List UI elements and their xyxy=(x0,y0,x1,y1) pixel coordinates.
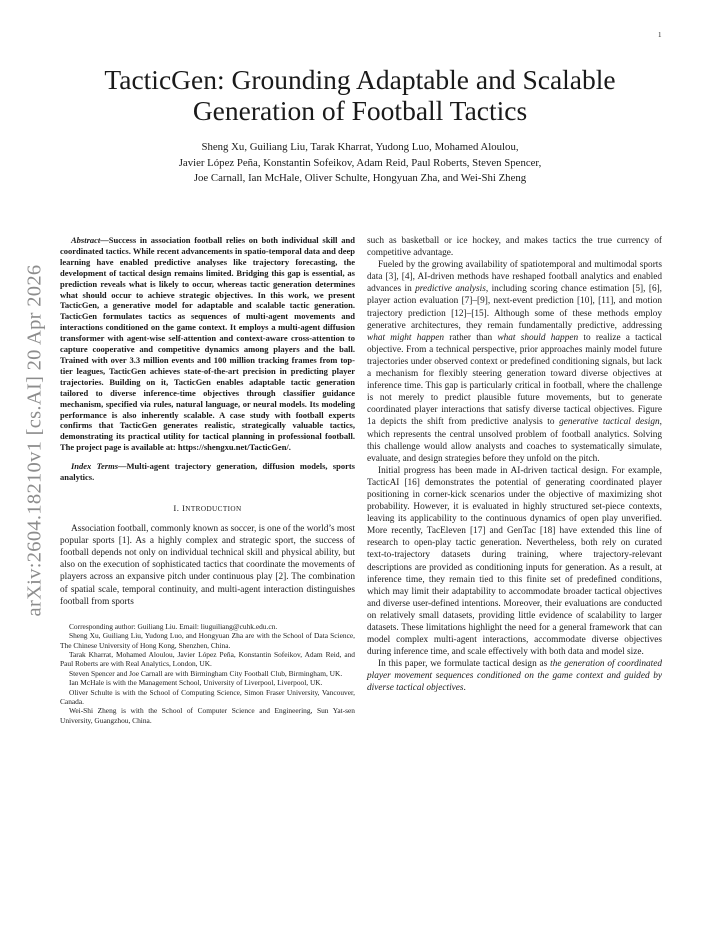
p4-emph-formulation: the generation of coordinated player movement sequences conditioned on the game context and guided by diverse tactical objectives xyxy=(367,659,662,694)
p2-emph-what-should-happen: what should happen xyxy=(497,332,579,343)
index-terms xyxy=(60,461,355,483)
intro-paragraph-3: Initial progress has been made in AI-driven tactical design. For example, TacticAI [16] demonstrates the potential of generating coordinated player positioning in corner-kick scenarios under the objective of maximizing shot probability. However, it is evaluated in highly structured set-piece contexts, leaving its applicability to the continuous dynamics of open play unverified. More recently, TacEleven [17] and GenTac [18] have extended this line of research to open-play tactic generation. Nevertheless, both rely on curated text-to-trajectory datasets during training, where trajectory-relevant descriptions are provided as conditioning inputs for generation. As a result, at inference time, they remain tied to this finite set of predefined conditions, which may limit their adaptability to accommodate broader tactical objectives and diverse user-defined intentions. Moreover, their evaluations are conducted on relatively small datasets, providing little evidence of scalability to larger datasets. These limitations highlight the need for a general framework that can model complex multi-agent interactions, accommodate diverse objectives during inference time, and scale effectively with both data and model size. xyxy=(367,465,662,658)
page-number: 1 xyxy=(658,31,662,39)
footnote-affiliation-sysu: Wei-Shi Zheng is with the School of Computer Science and Engineering, Sun Yat-sen University, Guangzhou, China. xyxy=(60,706,355,725)
section-heading xyxy=(60,502,355,515)
p2-emph-generative-tactical-design: generative tactical design xyxy=(559,417,660,428)
section-title-rest: NTRODUCTION xyxy=(185,504,242,513)
footnote-affiliation-liverpool: Ian McHale is with the Management School, University of Liverpool, Liverpool, UK. xyxy=(69,678,323,688)
arxiv-stamp-text: arXiv:2604.18210v1 [cs.AI] 20 Apr 2026 xyxy=(23,264,46,616)
author-line-1: Sheng Xu, Guiliang Liu, Tarak Kharrat, Yudong Luo, Mohamed Aloulou, xyxy=(201,141,519,153)
intro-continuation: such as basketball or ice hockey, and makes tactics the true currency of competitive advantage. xyxy=(367,236,662,259)
left-column xyxy=(60,235,355,725)
abstract xyxy=(60,235,355,453)
author-line-2: Javier López Peña, Konstantin Sofeikov, Adam Reid, Paul Roberts, Steven Spencer, xyxy=(178,156,542,169)
right-column xyxy=(367,235,662,695)
p2-text-4: to realize a tactical objective. From a technical perspective, prior approaches mainly model future trajectories under observed context or predefined conditioning signals, but lack a mechanism for flexibly steering generation toward diverse objectives at inference time. This gap is particularly critical in football, where the challenge is not merely to predict plausible future movements, but to generate coordinated player interactions that satisfy diverse tactical objectives. Figure 1a depicts the shift from predictive analysis to xyxy=(367,332,662,428)
title-line-1: TacticGen: Grounding Adaptable and Scalable xyxy=(104,64,616,95)
p4-text-2: . xyxy=(463,683,466,694)
p2-text-3: rather than xyxy=(444,332,498,343)
footnote-affiliation-sfu: Oliver Schulte is with the School of Computing Science, Simon Fraser University, Vancouver, Canada. xyxy=(60,687,355,706)
section-initial: I xyxy=(181,502,186,513)
author-list xyxy=(0,140,720,187)
index-terms-text: —Multi-agent trajectory generation, diffusion models, sports analytics. xyxy=(60,461,355,483)
section-number: I. xyxy=(173,502,182,513)
paper-title xyxy=(0,64,720,126)
footnote-affiliation-real-analytics: Tarak Kharrat, Mohamed Aloulou, Javier López Peña, Konstantin Sofeikov, Adam Reid, and Paul Roberts are with Real Analytics, London, UK. xyxy=(60,649,355,669)
footnotes xyxy=(60,622,355,725)
footnote-corresponding: Corresponding author: Guiliang Liu. Email: liuguiliang@cuhk.edu.cn. xyxy=(69,621,278,631)
footnote-affiliation-cuhk: Sheng Xu, Guiliang Liu, Yudong Luo, and Hongyuan Zha are with the School of Data Science, The Chinese University of Hong Kong, Shenzhen, China. xyxy=(60,631,355,650)
abstract-text: —Success in association football relies on both individual skill and coordinated tactics. While recent advancements in spatio-temporal data and deep learning have enabled predictive analyses like trajectory forecasting, the development of tactical design remains limited. Bridging this gap is essential, as prediction reveals what is likely to occur, whereas tactic generation determines what should occur to achieve strategic objectives. In this work, we present TacticGen, a generative model for adaptable and scalable tactic generation. TacticGen formulates tactics as sequences of multi-agent movements and interactions conditioned on the game context. It employs a multi-agent diffusion transformer with agent-wise self-attention and context-aware cross-attention to capture cooperative and competitive dynamics among players and the ball. Trained with over 3.3 million events and 100 million tracking frames from top-tier leagues, TacticGen achieves state-of-the-art precision in predicting player trajectories. Building on it, TacticGen enables adaptable tactic generation tailored to diverse inference-time objectives through classifier guidance mechanism, specified via rules, natural language, or neural models. Its modeling performance is also inherently scalable. A case study with football experts confirms that TacticGen generates realistic, strategically valuable tactics, demonstrating its practical utility for tactical planning in professional football. The project page is available at: https://shengxu.net/TacticGen/. xyxy=(60,235,355,453)
author-line-3: Joe Carnall, Ian McHale, Oliver Schulte, Hongyuan Zha, and Wei-Shi Zheng xyxy=(193,172,527,184)
index-terms-lead: Index Terms xyxy=(71,461,118,472)
intro-paragraph-4 xyxy=(367,658,662,694)
p2-emph-predictive-analysis: predictive analysis xyxy=(415,284,486,295)
p2-text-2: , including scoring chance estimation [5], [6], player action evaluation [7]–[9], next-event prediction [10], [11], and motion trajectory prediction [12]–[15]. Although some of these methods employ generative architectures, they remain fundamentally predictive, addressing xyxy=(367,284,663,331)
intro-paragraph-2 xyxy=(367,259,662,465)
p2-text-1: Fueled by the growing availability of spatiotemporal and multimodal sports data [3], [4], AI-driven methods have reshaped football analytics and enabled advances in xyxy=(367,260,662,295)
footnote-affiliation-birmingham: Steven Spencer and Joe Carnall are with Birmingham City Football Club, Birmingham, UK. xyxy=(69,668,343,678)
title-line-2: Generation of Football Tactics xyxy=(192,95,528,126)
arxiv-stamp xyxy=(22,205,48,675)
p2-emph-what-might-happen: what might happen xyxy=(367,332,445,343)
p4-text-1: In this paper, we formulate tactical design as xyxy=(378,659,551,670)
intro-paragraph-1: Association football, commonly known as soccer, is one of the world’s most popular sports [1]. As a highly complex and strategic sport, the success of football depends not only on individual technical skill and physical ability, but also on the execution of sophisticated tactics that coordinate the movements of players across an expansive pitch under continuous play [2]. The combination of spatial scale, temporal continuity, and multi-agent interaction distinguishes football from sports xyxy=(60,524,355,607)
abstract-lead: Abstract xyxy=(71,235,101,245)
p2-text-5: , which represents the central unsolved problem of football analytics. Solving this challenge would allow analysts and coaches to systematically simulate, evaluate, and design strategies before they unfold on the pitch. xyxy=(367,417,662,464)
